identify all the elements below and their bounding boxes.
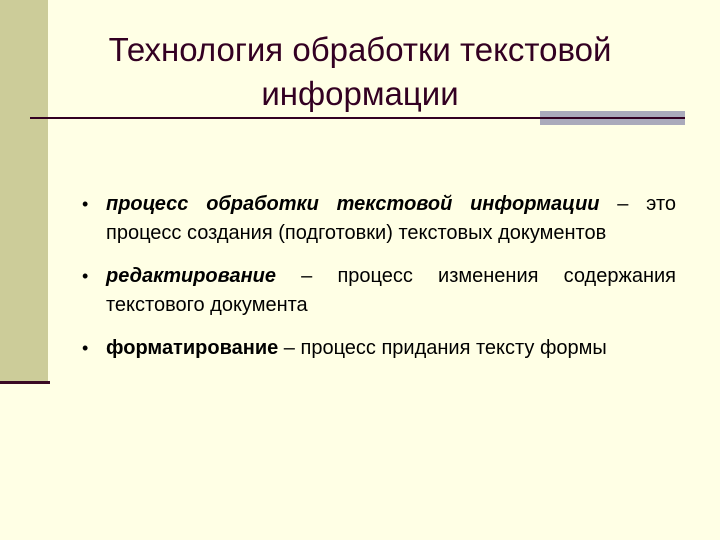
- bullet-icon: •: [82, 338, 89, 358]
- bullet-term: процесс обработки текстовой информации: [106, 193, 600, 215]
- bullet-item-formatting: [82, 334, 676, 363]
- title-divider-accent: [540, 111, 685, 125]
- decorative-side-bar: [0, 0, 48, 382]
- bullet-term: редактирование: [106, 265, 276, 287]
- bullet-item-processing: [82, 190, 676, 248]
- bullet-definition: – процесс придания тексту формы: [278, 337, 607, 359]
- bullet-item-editing: [82, 262, 676, 320]
- bullet-term: форматирование: [106, 337, 279, 359]
- title-divider-line: [30, 117, 540, 119]
- bullet-definition: – это процесс создания (подготовки) текстовых документов: [106, 193, 677, 244]
- bullet-definition: – процесс изменения содержания текстового документа: [106, 265, 676, 316]
- side-bar-underline: [0, 381, 50, 384]
- bullet-list: [82, 190, 676, 377]
- bullet-icon: •: [82, 266, 89, 286]
- slide-title: Технология обработки текстовой информации: [108, 31, 612, 112]
- bullet-icon: •: [82, 194, 89, 214]
